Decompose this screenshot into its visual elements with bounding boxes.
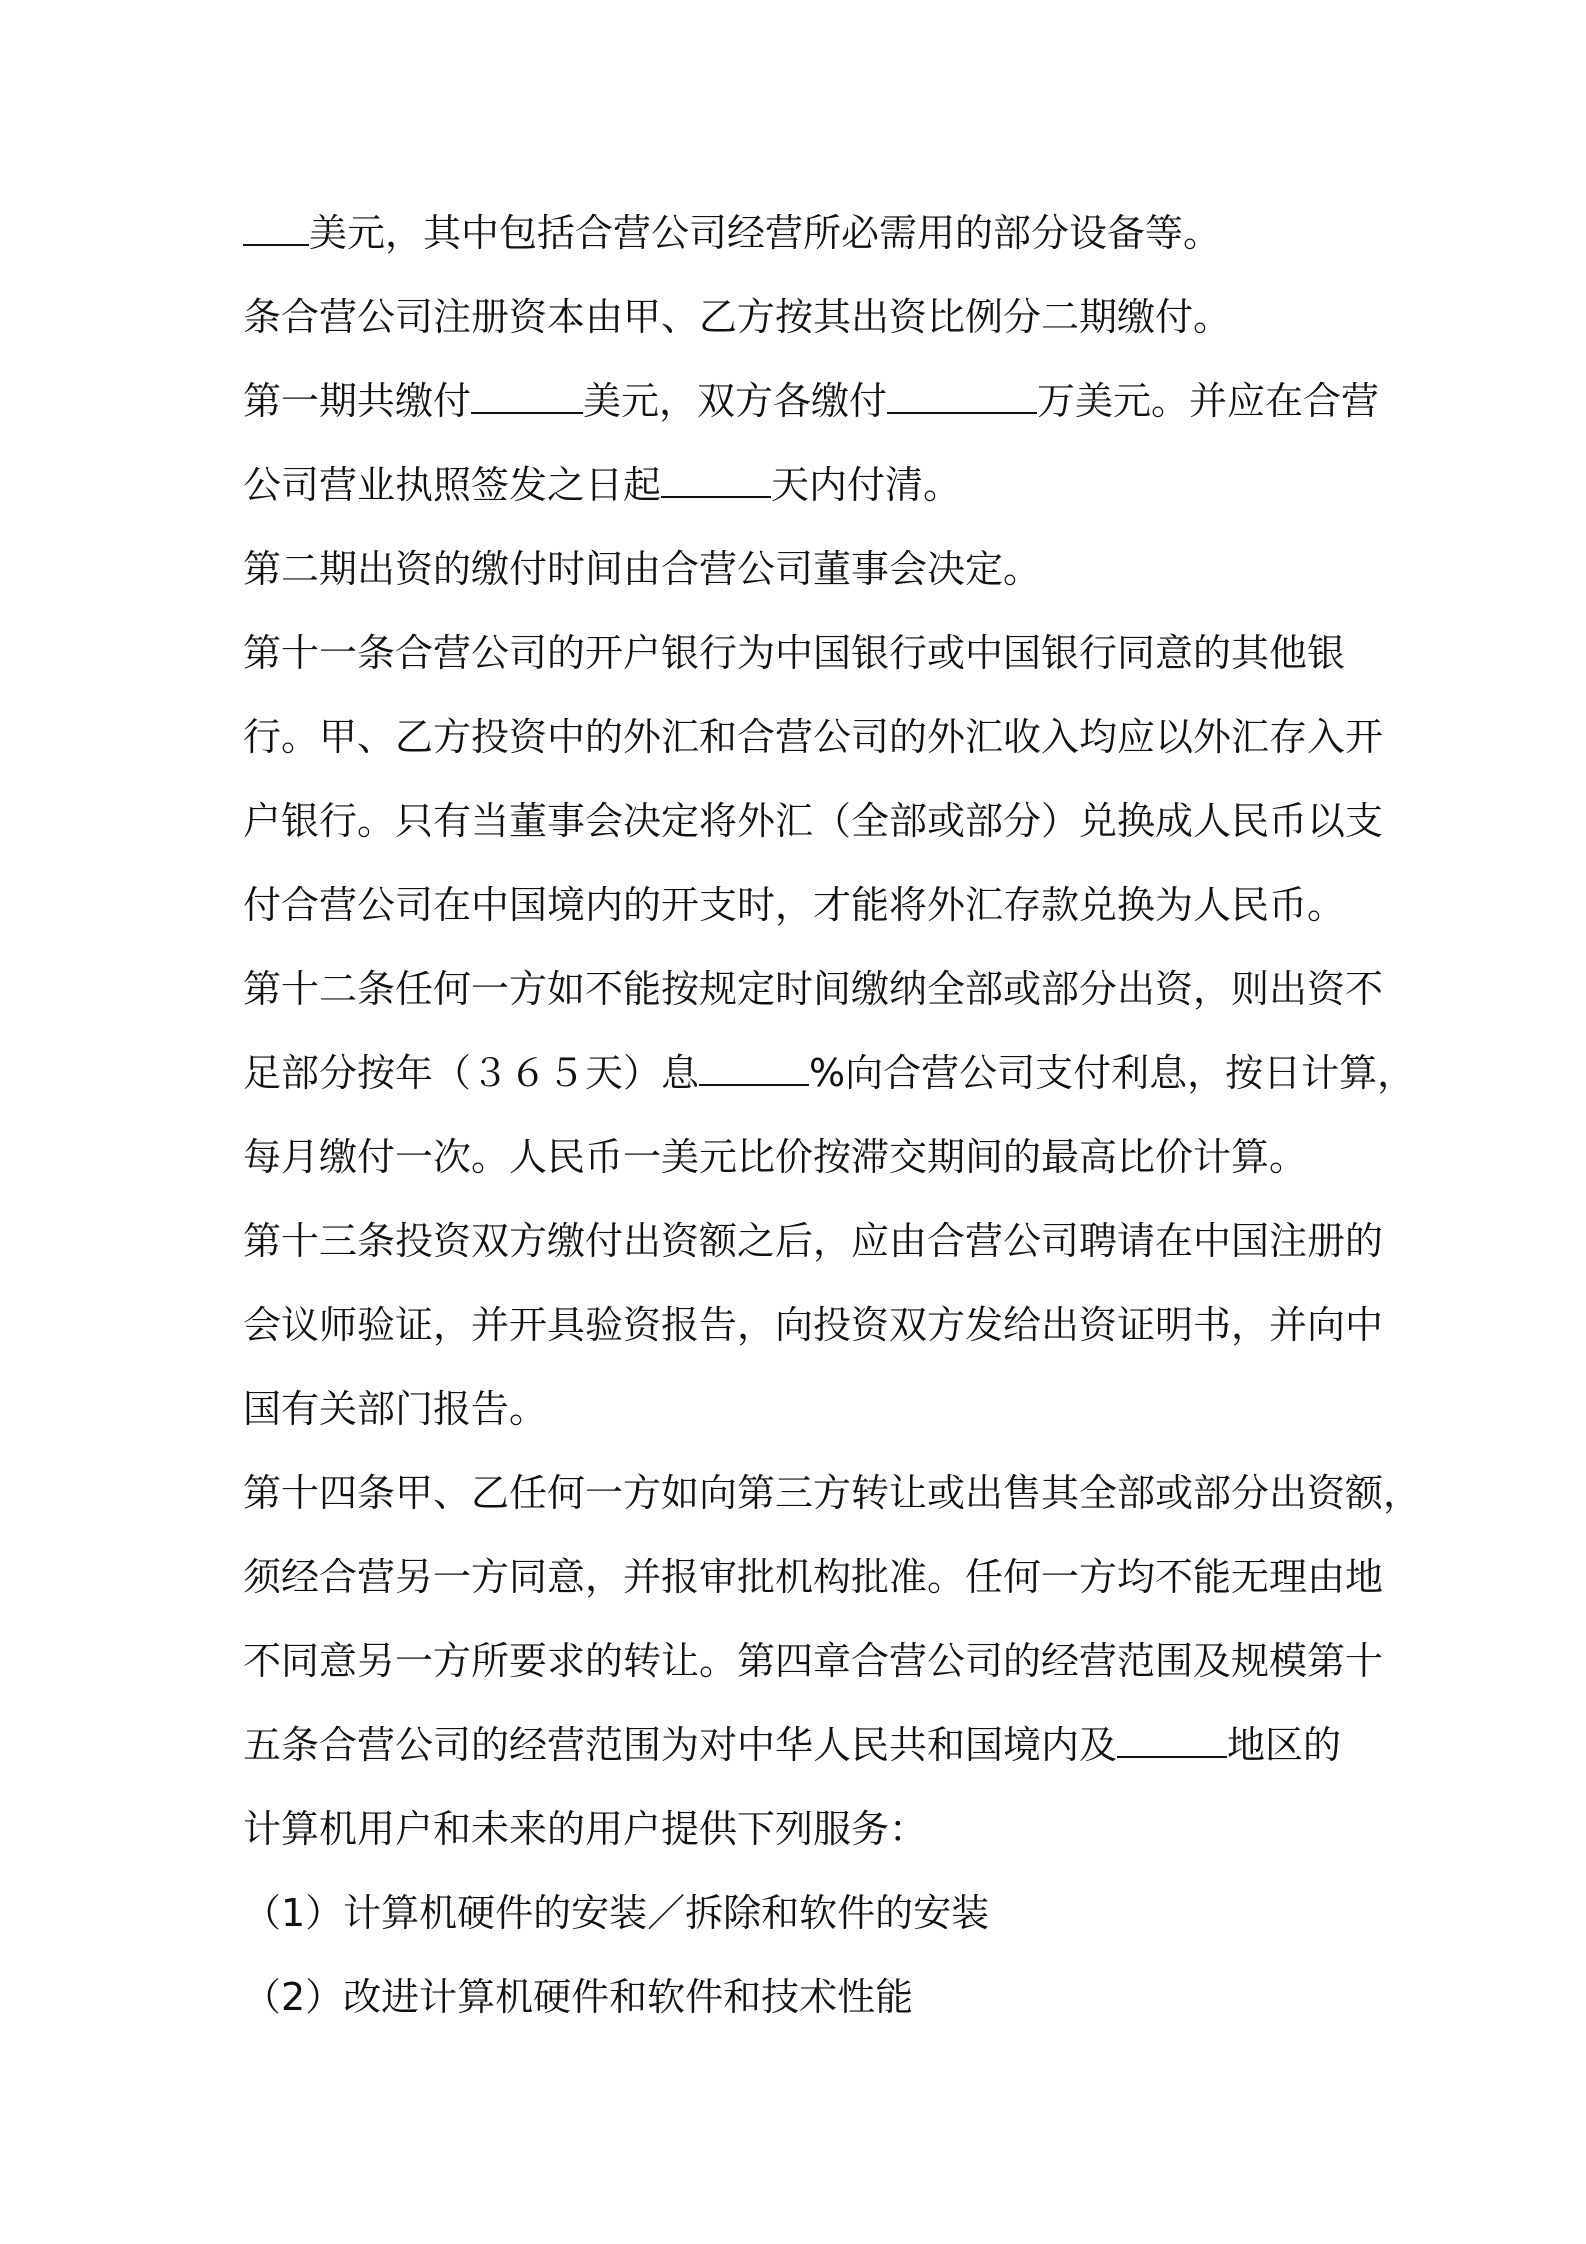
text-line: 会议师验证，并开具验资报告，向投资双方发给出资证明书，并向中 [243, 1303, 1384, 1347]
fill-in-blank [243, 210, 309, 246]
fill-in-blank [699, 1050, 809, 1086]
fill-in-blank [471, 378, 583, 414]
text-line: 付合营公司在中国境内的开支时，才能将外汇存款兑换为人民币。 [243, 883, 1346, 927]
text-line: 公司营业执照签发之日起 天内付清。 [243, 463, 962, 507]
document-body [243, 198, 1422, 2046]
text-line: 美元，其中包括合营公司经营所必需用的部分设备等。 [243, 198, 1403, 282]
text-line: 足部分按年（３６５天）息 %向合营公司支付利息，按日计算， [243, 1051, 1416, 1095]
list-item: （1）计算机硬件的安装／拆除和软件的安装 [243, 1891, 990, 1935]
text-line: 国有关部门报告。 [243, 1387, 548, 1431]
text-line: 第十三条投资双方缴付出资额之后，应由合营公司聘请在中国注册的 [243, 1219, 1384, 1263]
text-line: 计算机用户和未来的用户提供下列服务： [243, 1807, 928, 1851]
text-line: 第二期出资的缴付时间由合营公司董事会决定。 [243, 547, 1042, 591]
fill-in-blank [887, 378, 1037, 414]
text-line: 第十一条合营公司的开户银行为中国银行或中国银行同意的其他银 [243, 631, 1346, 675]
fill-in-blank [661, 462, 771, 498]
text-line: 条合营公司注册资本由甲、乙方按其出资比例分二期缴付。 [243, 295, 1232, 339]
fill-in-blank [1117, 1722, 1227, 1758]
text-line: 第十四条甲、乙任何一方如向第三方转让或出售其全部或部分出资额， [243, 1471, 1422, 1515]
list-item: （2）改进计算机硬件和软件和技术性能 [243, 1975, 914, 2019]
text-line: 不同意另一方所要求的转让。第四章合营公司的经营范围及规模第十 [243, 1639, 1384, 1683]
text-line: 行。甲、乙方投资中的外汇和合营公司的外汇收入均应以外汇存入开 [243, 715, 1384, 759]
text-line: 每月缴付一次。人民币一美元比价按滞交期间的最高比价计算。 [243, 1135, 1308, 1179]
text-line: 五条合营公司的经营范围为对中华人民共和国境内及 地区的 [243, 1723, 1342, 1767]
text-line: 第一期共缴付 美元，双方各缴付 万美元。并应在合营 [243, 379, 1380, 423]
text-line: 户银行。只有当董事会决定将外汇（全部或部分）兑换成人民币以支 [243, 799, 1384, 843]
text-line: 第十二条任何一方如不能按规定时间缴纳全部或部分出资，则出资不 [243, 967, 1384, 1011]
text-line: 须经合营另一方同意，并报审批机构批准。任何一方均不能无理由地 [243, 1555, 1384, 1599]
